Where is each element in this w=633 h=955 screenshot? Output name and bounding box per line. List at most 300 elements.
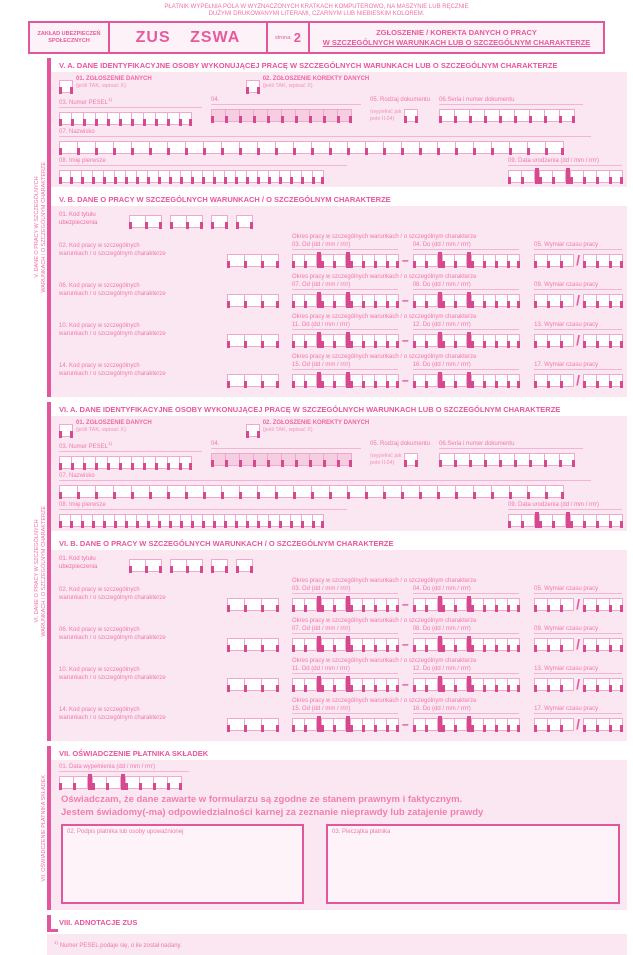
char-cell[interactable]	[596, 294, 610, 307]
char-cell[interactable]	[547, 638, 561, 651]
char-cell[interactable]	[507, 598, 520, 611]
char-cell[interactable]	[323, 109, 338, 122]
kod-pracy-input[interactable]	[227, 331, 278, 347]
okres-od-input[interactable]	[292, 635, 398, 651]
char-cell[interactable]	[77, 141, 96, 154]
char-cell[interactable]	[333, 678, 346, 691]
char-cell[interactable]	[547, 678, 561, 691]
okres-do-input[interactable]	[413, 291, 519, 307]
kod-pracy-input[interactable]	[227, 291, 278, 307]
char-cell[interactable]	[106, 776, 121, 789]
char-cell[interactable]	[386, 678, 399, 691]
char-cell[interactable]	[304, 294, 317, 307]
okres-do-input[interactable]	[413, 635, 519, 651]
char-cell[interactable]	[437, 485, 456, 498]
char-cell[interactable]	[95, 141, 114, 154]
data-urodzenia-input[interactable]	[508, 511, 622, 527]
char-cell[interactable]	[547, 334, 561, 347]
wymiar-input[interactable]	[534, 635, 622, 651]
char-cell[interactable]	[507, 678, 520, 691]
char-cell[interactable]	[309, 109, 324, 122]
char-cell[interactable]	[454, 598, 467, 611]
char-cell[interactable]	[261, 294, 279, 307]
char-cell[interactable]	[333, 718, 346, 731]
char-cell[interactable]	[244, 374, 262, 387]
char-cell[interactable]	[227, 718, 245, 731]
wymiar-input[interactable]	[534, 595, 622, 611]
char-cell[interactable]	[145, 559, 162, 572]
char-cell[interactable]	[386, 718, 399, 731]
data-urodzenia-input[interactable]	[508, 167, 622, 183]
zgloszenie-danych-checkbox[interactable]	[59, 421, 72, 437]
char-cell[interactable]	[293, 485, 312, 498]
char-cell[interactable]	[544, 109, 560, 122]
char-cell[interactable]	[221, 141, 240, 154]
char-cell[interactable]	[304, 718, 317, 731]
char-cell[interactable]	[125, 776, 140, 789]
char-cell[interactable]	[203, 485, 222, 498]
char-cell[interactable]	[454, 718, 467, 731]
char-cell[interactable]	[311, 141, 330, 154]
char-cell[interactable]	[609, 598, 623, 611]
char-cell[interactable]	[225, 109, 240, 122]
char-cell[interactable]	[609, 514, 623, 527]
okres-do-input[interactable]	[413, 675, 519, 691]
char-cell[interactable]	[454, 334, 467, 347]
char-cell[interactable]	[534, 598, 548, 611]
kod-pracy-input[interactable]	[227, 371, 278, 387]
char-cell[interactable]	[333, 598, 346, 611]
char-cell[interactable]	[499, 109, 515, 122]
char-cell[interactable]	[347, 141, 366, 154]
char-cell[interactable]	[261, 598, 279, 611]
char-cell[interactable]	[59, 485, 78, 498]
char-cell[interactable]	[295, 453, 310, 466]
char-cell[interactable]	[534, 678, 548, 691]
char-cell[interactable]	[186, 559, 203, 572]
char-cell[interactable]	[304, 334, 317, 347]
char-cell[interactable]	[261, 374, 279, 387]
char-cell[interactable]	[253, 109, 268, 122]
kod-pracy-input[interactable]	[227, 251, 278, 267]
char-cell[interactable]	[153, 776, 168, 789]
char-cell[interactable]	[404, 109, 418, 122]
char-cell[interactable]	[267, 109, 282, 122]
char-cell[interactable]	[329, 141, 348, 154]
char-cell[interactable]	[539, 514, 553, 527]
char-cell[interactable]	[547, 718, 561, 731]
char-cell[interactable]	[491, 485, 510, 498]
char-cell[interactable]	[473, 141, 492, 154]
char-cell[interactable]	[211, 559, 228, 572]
char-cell[interactable]	[227, 678, 245, 691]
char-cell[interactable]	[92, 776, 107, 789]
pesel-input[interactable]	[59, 109, 202, 125]
char-cell[interactable]	[609, 718, 623, 731]
char-cell[interactable]	[244, 294, 262, 307]
char-cell[interactable]	[179, 112, 192, 125]
char-cell[interactable]	[179, 456, 192, 469]
char-cell[interactable]	[527, 485, 546, 498]
char-cell[interactable]	[239, 485, 258, 498]
char-cell[interactable]	[304, 254, 317, 267]
char-cell[interactable]	[225, 453, 240, 466]
char-cell[interactable]	[507, 638, 520, 651]
char-cell[interactable]	[73, 776, 88, 789]
char-cell[interactable]	[227, 638, 245, 651]
char-cell[interactable]	[365, 141, 384, 154]
char-cell[interactable]	[609, 170, 623, 183]
char-cell[interactable]	[583, 718, 597, 731]
char-cell[interactable]	[583, 374, 597, 387]
char-cell[interactable]	[77, 485, 96, 498]
char-cell[interactable]	[337, 453, 352, 466]
char-cell[interactable]	[596, 334, 610, 347]
char-cell[interactable]	[583, 170, 597, 183]
char-cell[interactable]	[131, 485, 150, 498]
char-cell[interactable]	[236, 215, 253, 228]
char-cell[interactable]	[227, 598, 245, 611]
char-cell[interactable]	[227, 374, 245, 387]
char-cell[interactable]	[227, 254, 245, 267]
kod-tytulu-input[interactable]	[129, 555, 252, 572]
char-cell[interactable]	[454, 638, 467, 651]
char-cell[interactable]	[221, 485, 240, 498]
char-cell[interactable]	[596, 374, 610, 387]
char-cell[interactable]	[425, 374, 438, 387]
char-cell[interactable]	[185, 141, 204, 154]
char-cell[interactable]	[425, 598, 438, 611]
wymiar-input[interactable]	[534, 715, 622, 731]
char-cell[interactable]	[544, 453, 560, 466]
kod-pracy-input[interactable]	[227, 595, 278, 611]
char-cell[interactable]	[257, 141, 276, 154]
zgloszenie-korekty-checkbox[interactable]	[246, 421, 259, 437]
char-cell[interactable]	[253, 453, 268, 466]
char-cell[interactable]	[560, 598, 574, 611]
kod-pracy-input[interactable]	[227, 635, 278, 651]
char-cell[interactable]	[275, 485, 294, 498]
wymiar-input[interactable]	[534, 371, 622, 387]
char-cell[interactable]	[304, 598, 317, 611]
kod-tytulu-input[interactable]	[129, 211, 252, 228]
char-cell[interactable]	[425, 254, 438, 267]
nazwisko-input[interactable]	[59, 482, 622, 498]
char-cell[interactable]	[365, 485, 384, 498]
char-cell[interactable]	[559, 109, 575, 122]
char-cell[interactable]	[545, 485, 564, 498]
char-cell[interactable]	[236, 559, 253, 572]
char-cell[interactable]	[583, 678, 597, 691]
char-cell[interactable]	[244, 678, 262, 691]
char-cell[interactable]	[281, 453, 296, 466]
char-cell[interactable]	[583, 294, 597, 307]
char-cell[interactable]	[311, 485, 330, 498]
char-cell[interactable]	[167, 776, 182, 789]
okres-do-input[interactable]	[413, 595, 519, 611]
char-cell[interactable]	[455, 485, 474, 498]
char-cell[interactable]	[59, 776, 74, 789]
char-cell[interactable]	[386, 374, 399, 387]
char-cell[interactable]	[347, 485, 366, 498]
char-cell[interactable]	[167, 141, 186, 154]
char-cell[interactable]	[552, 514, 566, 527]
char-cell[interactable]	[455, 141, 474, 154]
char-cell[interactable]	[521, 514, 535, 527]
char-cell[interactable]	[425, 718, 438, 731]
char-cell[interactable]	[560, 638, 574, 651]
char-cell[interactable]	[185, 485, 204, 498]
char-cell[interactable]	[170, 559, 187, 572]
char-cell[interactable]	[244, 638, 262, 651]
char-cell[interactable]	[437, 141, 456, 154]
char-cell[interactable]	[529, 109, 545, 122]
char-cell[interactable]	[609, 334, 623, 347]
char-cell[interactable]	[559, 453, 575, 466]
okres-do-input[interactable]	[413, 331, 519, 347]
char-cell[interactable]	[534, 718, 548, 731]
char-cell[interactable]	[323, 453, 338, 466]
char-cell[interactable]	[552, 170, 566, 183]
okres-do-input[interactable]	[413, 715, 519, 731]
okres-od-input[interactable]	[292, 291, 398, 307]
char-cell[interactable]	[425, 334, 438, 347]
char-cell[interactable]	[295, 109, 310, 122]
char-cell[interactable]	[454, 453, 470, 466]
char-cell[interactable]	[560, 718, 574, 731]
char-cell[interactable]	[570, 514, 584, 527]
char-cell[interactable]	[425, 638, 438, 651]
char-cell[interactable]	[329, 485, 348, 498]
char-cell[interactable]	[59, 141, 78, 154]
char-cell[interactable]	[244, 334, 262, 347]
char-cell[interactable]	[239, 453, 254, 466]
char-cell[interactable]	[521, 170, 535, 183]
char-cell[interactable]	[129, 215, 146, 228]
char-cell[interactable]	[304, 638, 317, 651]
char-cell[interactable]	[609, 254, 623, 267]
char-cell[interactable]	[333, 374, 346, 387]
char-cell[interactable]	[454, 294, 467, 307]
char-cell[interactable]	[454, 109, 470, 122]
okres-od-input[interactable]	[292, 715, 398, 731]
char-cell[interactable]	[469, 453, 485, 466]
char-cell[interactable]	[570, 170, 584, 183]
char-cell[interactable]	[333, 254, 346, 267]
okres-do-input[interactable]	[413, 251, 519, 267]
char-cell[interactable]	[131, 141, 150, 154]
podpis-platnika-box[interactable]	[61, 824, 304, 904]
char-cell[interactable]	[507, 374, 520, 387]
char-cell[interactable]	[534, 254, 548, 267]
wymiar-input[interactable]	[534, 675, 622, 691]
char-cell[interactable]	[454, 254, 467, 267]
char-cell[interactable]	[609, 294, 623, 307]
char-cell[interactable]	[534, 334, 548, 347]
char-cell[interactable]	[304, 374, 317, 387]
wymiar-input[interactable]	[534, 251, 622, 267]
char-cell[interactable]	[386, 638, 399, 651]
char-cell[interactable]	[244, 598, 262, 611]
char-cell[interactable]	[239, 109, 254, 122]
char-cell[interactable]	[583, 598, 597, 611]
char-cell[interactable]	[167, 485, 186, 498]
kod-pracy-input[interactable]	[227, 675, 278, 691]
char-cell[interactable]	[401, 141, 420, 154]
seria-numer-input[interactable]	[439, 106, 583, 122]
char-cell[interactable]	[425, 294, 438, 307]
char-cell[interactable]	[507, 254, 520, 267]
char-cell[interactable]	[609, 638, 623, 651]
zgloszenie-korekty-checkbox[interactable]	[246, 77, 259, 93]
char-cell[interactable]	[246, 80, 260, 93]
char-cell[interactable]	[304, 678, 317, 691]
char-cell[interactable]	[547, 598, 561, 611]
char-cell[interactable]	[527, 141, 546, 154]
wymiar-input[interactable]	[534, 331, 622, 347]
okres-od-input[interactable]	[292, 251, 398, 267]
char-cell[interactable]	[59, 80, 73, 93]
pesel-input[interactable]	[59, 453, 202, 469]
char-cell[interactable]	[439, 453, 455, 466]
char-cell[interactable]	[583, 638, 597, 651]
char-cell[interactable]	[547, 374, 561, 387]
char-cell[interactable]	[59, 424, 73, 437]
char-cell[interactable]	[439, 109, 455, 122]
char-cell[interactable]	[145, 215, 162, 228]
char-cell[interactable]	[529, 453, 545, 466]
char-cell[interactable]	[454, 678, 467, 691]
char-cell[interactable]	[401, 485, 420, 498]
char-cell[interactable]	[386, 254, 399, 267]
char-cell[interactable]	[484, 453, 500, 466]
char-cell[interactable]	[508, 170, 522, 183]
char-cell[interactable]	[596, 678, 610, 691]
char-cell[interactable]	[508, 514, 522, 527]
char-cell[interactable]	[596, 170, 610, 183]
char-cell[interactable]	[404, 453, 418, 466]
char-cell[interactable]	[514, 453, 530, 466]
char-cell[interactable]	[386, 334, 399, 347]
char-cell[interactable]	[539, 170, 553, 183]
char-cell[interactable]	[507, 294, 520, 307]
data-wypelnienia-input[interactable]	[59, 773, 622, 789]
char-cell[interactable]	[560, 678, 574, 691]
char-cell[interactable]	[244, 718, 262, 731]
char-cell[interactable]	[545, 141, 564, 154]
imie-input[interactable]	[59, 511, 347, 527]
char-cell[interactable]	[596, 254, 610, 267]
char-cell[interactable]	[609, 374, 623, 387]
char-cell[interactable]	[473, 485, 492, 498]
char-cell[interactable]	[596, 638, 610, 651]
char-cell[interactable]	[425, 678, 438, 691]
char-cell[interactable]	[514, 109, 530, 122]
char-cell[interactable]	[509, 485, 528, 498]
char-cell[interactable]	[560, 374, 574, 387]
char-cell[interactable]	[261, 718, 279, 731]
char-cell[interactable]	[261, 678, 279, 691]
char-cell[interactable]	[583, 334, 597, 347]
char-cell[interactable]	[261, 638, 279, 651]
char-cell[interactable]	[386, 294, 399, 307]
char-cell[interactable]	[419, 485, 438, 498]
char-cell[interactable]	[95, 485, 114, 498]
char-cell[interactable]	[547, 294, 561, 307]
char-cell[interactable]	[560, 334, 574, 347]
char-cell[interactable]	[333, 334, 346, 347]
char-cell[interactable]	[547, 254, 561, 267]
char-cell[interactable]	[583, 254, 597, 267]
okres-od-input[interactable]	[292, 331, 398, 347]
char-cell[interactable]	[596, 514, 610, 527]
imie-input[interactable]	[59, 167, 347, 183]
seria-numer-input[interactable]	[439, 450, 583, 466]
char-cell[interactable]	[261, 254, 279, 267]
okres-od-input[interactable]	[292, 595, 398, 611]
char-cell[interactable]	[186, 215, 203, 228]
char-cell[interactable]	[211, 215, 228, 228]
char-cell[interactable]	[333, 638, 346, 651]
char-cell[interactable]	[312, 514, 324, 527]
char-cell[interactable]	[170, 215, 187, 228]
char-cell[interactable]	[596, 598, 610, 611]
wymiar-input[interactable]	[534, 291, 622, 307]
char-cell[interactable]	[211, 453, 226, 466]
char-cell[interactable]	[534, 294, 548, 307]
zgloszenie-danych-checkbox[interactable]	[59, 77, 72, 93]
kod-pracy-input[interactable]	[227, 715, 278, 731]
char-cell[interactable]	[609, 678, 623, 691]
char-cell[interactable]	[491, 141, 510, 154]
char-cell[interactable]	[275, 141, 294, 154]
char-cell[interactable]	[507, 718, 520, 731]
char-cell[interactable]	[267, 453, 282, 466]
char-cell[interactable]	[469, 109, 485, 122]
nazwisko-input[interactable]	[59, 138, 622, 154]
char-cell[interactable]	[227, 294, 245, 307]
char-cell[interactable]	[227, 334, 245, 347]
char-cell[interactable]	[560, 294, 574, 307]
char-cell[interactable]	[509, 141, 528, 154]
char-cell[interactable]	[113, 485, 132, 498]
char-cell[interactable]	[139, 776, 154, 789]
char-cell[interactable]	[113, 141, 132, 154]
pieczatka-platnika-box[interactable]	[326, 824, 620, 904]
char-cell[interactable]	[583, 514, 597, 527]
char-cell[interactable]	[149, 485, 168, 498]
char-cell[interactable]	[454, 374, 467, 387]
char-cell[interactable]	[534, 374, 548, 387]
char-cell[interactable]	[534, 638, 548, 651]
char-cell[interactable]	[507, 334, 520, 347]
char-cell[interactable]	[386, 598, 399, 611]
char-cell[interactable]	[203, 141, 222, 154]
char-cell[interactable]	[383, 141, 402, 154]
char-cell[interactable]	[246, 424, 260, 437]
char-cell[interactable]	[333, 294, 346, 307]
char-cell[interactable]	[419, 141, 438, 154]
char-cell[interactable]	[129, 559, 146, 572]
char-cell[interactable]	[312, 170, 324, 183]
char-cell[interactable]	[499, 453, 515, 466]
okres-od-input[interactable]	[292, 675, 398, 691]
char-cell[interactable]	[309, 453, 324, 466]
char-cell[interactable]	[337, 109, 352, 122]
char-cell[interactable]	[239, 141, 258, 154]
char-cell[interactable]	[281, 109, 296, 122]
char-cell[interactable]	[261, 334, 279, 347]
